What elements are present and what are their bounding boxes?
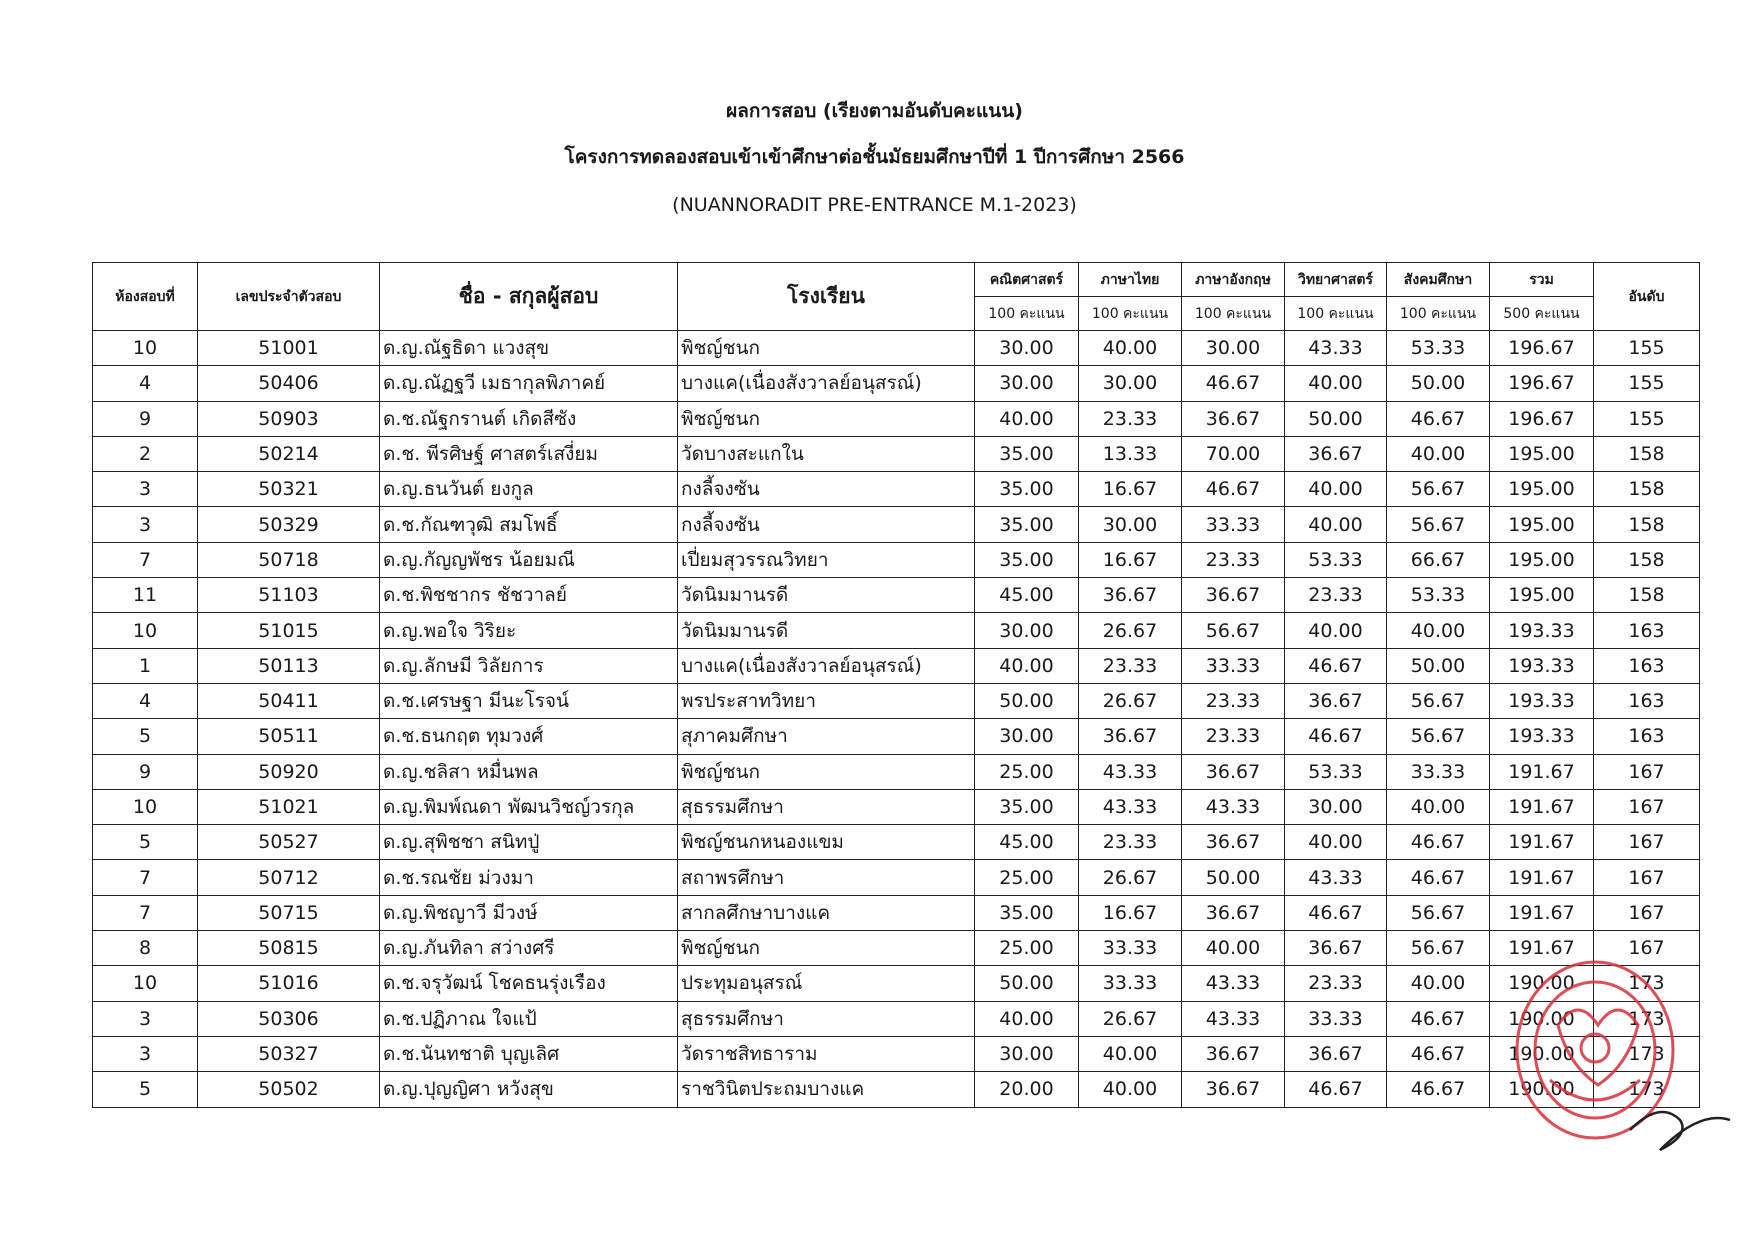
cell-english: 56.67	[1182, 613, 1285, 648]
cell-total: 195.00	[1490, 578, 1594, 613]
header-social: สังคมศึกษา	[1387, 263, 1490, 297]
cell-name: ด.ช.ณัฐกรานต์ เกิดสีซัง	[380, 401, 678, 436]
cell-total: 196.67	[1490, 331, 1594, 366]
cell-rank: 155	[1594, 331, 1700, 366]
cell-name: ด.ญ.พิมพ์ณดา พัฒนวิชญ์วรกุล	[380, 789, 678, 824]
cell-rank: 163	[1594, 719, 1700, 754]
cell-math: 35.00	[975, 436, 1079, 471]
cell-school: พิชญ์ชนกหนองแขม	[678, 825, 975, 860]
cell-room: 2	[93, 436, 198, 471]
cell-math: 30.00	[975, 366, 1079, 401]
cell-science: 46.67	[1285, 895, 1387, 930]
cell-science: 36.67	[1285, 683, 1387, 718]
cell-thai: 26.67	[1079, 683, 1182, 718]
cell-science: 40.00	[1285, 366, 1387, 401]
cell-name: ด.ช. พีรศิษฐ์ ศาสตร์เสงี่ยม	[380, 436, 678, 471]
table-row	[93, 789, 1700, 824]
cell-social: 56.67	[1387, 683, 1490, 718]
cell-english: 70.00	[1182, 436, 1285, 471]
cell-school: วัดบางสะแกใน	[678, 436, 975, 471]
cell-thai: 30.00	[1079, 507, 1182, 542]
cell-rank: 167	[1594, 789, 1700, 824]
cell-science: 36.67	[1285, 931, 1387, 966]
cell-math: 25.00	[975, 754, 1079, 789]
cell-name: ด.ช.พิชชากร ชัชวาลย์	[380, 578, 678, 613]
cell-school: ราชวินิตประถมบางแค	[678, 1072, 975, 1107]
cell-school: พิชญ์ชนก	[678, 931, 975, 966]
cell-room: 10	[93, 966, 198, 1001]
cell-room: 11	[93, 578, 198, 613]
cell-id: 50214	[198, 436, 380, 471]
header-room: ห้องสอบที่	[93, 263, 198, 331]
cell-id: 50815	[198, 931, 380, 966]
cell-social: 40.00	[1387, 436, 1490, 471]
cell-math: 40.00	[975, 401, 1079, 436]
cell-room: 1	[93, 648, 198, 683]
cell-room: 7	[93, 860, 198, 895]
cell-social: 56.67	[1387, 931, 1490, 966]
cell-school: วัดนิมมานรดี	[678, 613, 975, 648]
cell-id: 50306	[198, 1001, 380, 1036]
cell-total: 196.67	[1490, 366, 1594, 401]
cell-room: 7	[93, 895, 198, 930]
cell-math: 30.00	[975, 719, 1079, 754]
cell-name: ด.ช.จรุวัฒน์ โชคธนรุ่งเรือง	[380, 966, 678, 1001]
cell-id: 50411	[198, 683, 380, 718]
cell-total: 191.67	[1490, 895, 1594, 930]
cell-id: 50920	[198, 754, 380, 789]
cell-english: 50.00	[1182, 860, 1285, 895]
cell-science: 43.33	[1285, 860, 1387, 895]
cell-social: 40.00	[1387, 789, 1490, 824]
cell-rank: 155	[1594, 401, 1700, 436]
cell-math: 50.00	[975, 683, 1079, 718]
cell-thai: 13.33	[1079, 436, 1182, 471]
cell-social: 56.67	[1387, 895, 1490, 930]
cell-room: 3	[93, 472, 198, 507]
cell-rank: 167	[1594, 754, 1700, 789]
cell-school: เปี่ยมสุวรรณวิทยา	[678, 542, 975, 577]
table-row	[93, 1001, 1700, 1036]
cell-science: 46.67	[1285, 1072, 1387, 1107]
cell-total: 190.00	[1490, 966, 1594, 1001]
cell-total: 191.67	[1490, 754, 1594, 789]
cell-math: 40.00	[975, 1001, 1079, 1036]
cell-school: สถาพรศึกษา	[678, 860, 975, 895]
header-id: เลขประจำตัวสอบ	[198, 263, 380, 331]
cell-social: 46.67	[1387, 401, 1490, 436]
cell-id: 50406	[198, 366, 380, 401]
unit-english: 100 คะแนน	[1182, 297, 1285, 331]
cell-total: 193.33	[1490, 648, 1594, 683]
cell-thai: 23.33	[1079, 401, 1182, 436]
cell-id: 50511	[198, 719, 380, 754]
cell-school: สุภาคมศึกษา	[678, 719, 975, 754]
header-name: ชื่อ - สกุลผู้สอบ	[380, 263, 678, 331]
cell-thai: 36.67	[1079, 719, 1182, 754]
cell-rank: 173	[1594, 1072, 1700, 1107]
cell-school: บางแค(เนื่องสังวาลย์อนุสรณ์)	[678, 366, 975, 401]
cell-total: 193.33	[1490, 613, 1594, 648]
cell-total: 195.00	[1490, 542, 1594, 577]
signature-mark	[1630, 1112, 1730, 1150]
cell-room: 3	[93, 507, 198, 542]
cell-room: 9	[93, 754, 198, 789]
cell-total: 196.67	[1490, 401, 1594, 436]
cell-social: 46.67	[1387, 1072, 1490, 1107]
cell-math: 20.00	[975, 1072, 1079, 1107]
header-school: โรงเรียน	[678, 263, 975, 331]
cell-science: 43.33	[1285, 331, 1387, 366]
cell-english: 36.67	[1182, 754, 1285, 789]
cell-social: 46.67	[1387, 1036, 1490, 1071]
cell-english: 43.33	[1182, 1001, 1285, 1036]
cell-math: 40.00	[975, 648, 1079, 683]
cell-room: 5	[93, 719, 198, 754]
cell-rank: 167	[1594, 895, 1700, 930]
table-row	[93, 1072, 1700, 1107]
cell-rank: 158	[1594, 542, 1700, 577]
cell-thai: 23.33	[1079, 648, 1182, 683]
cell-english: 36.67	[1182, 1072, 1285, 1107]
unit-math: 100 คะแนน	[975, 297, 1079, 331]
cell-thai: 16.67	[1079, 542, 1182, 577]
cell-thai: 43.33	[1079, 789, 1182, 824]
cell-science: 40.00	[1285, 825, 1387, 860]
cell-social: 40.00	[1387, 613, 1490, 648]
cell-science: 40.00	[1285, 472, 1387, 507]
cell-math: 35.00	[975, 507, 1079, 542]
cell-social: 50.00	[1387, 648, 1490, 683]
header-rank: อันดับ	[1594, 263, 1700, 331]
cell-rank: 167	[1594, 931, 1700, 966]
cell-english: 36.67	[1182, 895, 1285, 930]
table-body	[93, 331, 1700, 1108]
cell-room: 8	[93, 931, 198, 966]
cell-school: พิชญ์ชนก	[678, 331, 975, 366]
cell-social: 33.33	[1387, 754, 1490, 789]
cell-name: ด.ช.กัณฑวุฒิ สมโพธิ์	[380, 507, 678, 542]
cell-rank: 163	[1594, 683, 1700, 718]
cell-english: 23.33	[1182, 683, 1285, 718]
cell-name: ด.ญ.ลักษมี วิลัยการ	[380, 648, 678, 683]
cell-english: 33.33	[1182, 507, 1285, 542]
results-table	[92, 262, 1700, 1108]
cell-school: ประทุมอนุสรณ์	[678, 966, 975, 1001]
cell-thai: 16.67	[1079, 472, 1182, 507]
cell-social: 53.33	[1387, 578, 1490, 613]
cell-total: 195.00	[1490, 472, 1594, 507]
cell-name: ด.ญ.ธนวันต์ ยงกูล	[380, 472, 678, 507]
cell-math: 35.00	[975, 472, 1079, 507]
cell-rank: 155	[1594, 366, 1700, 401]
cell-social: 56.67	[1387, 719, 1490, 754]
cell-school: กงลี้จงซัน	[678, 472, 975, 507]
table-row	[93, 895, 1700, 930]
cell-rank: 167	[1594, 860, 1700, 895]
cell-thai: 16.67	[1079, 895, 1182, 930]
cell-name: ด.ญ.พิชญาวี มีวงษ์	[380, 895, 678, 930]
cell-id: 51021	[198, 789, 380, 824]
cell-english: 23.33	[1182, 719, 1285, 754]
cell-thai: 33.33	[1079, 966, 1182, 1001]
cell-total: 191.67	[1490, 789, 1594, 824]
cell-school: พิชญ์ชนก	[678, 754, 975, 789]
cell-rank: 158	[1594, 472, 1700, 507]
unit-total: 500 คะแนน	[1490, 297, 1594, 331]
cell-total: 193.33	[1490, 719, 1594, 754]
table-row	[93, 754, 1700, 789]
cell-math: 35.00	[975, 789, 1079, 824]
table-row	[93, 578, 1700, 613]
cell-total: 195.00	[1490, 507, 1594, 542]
cell-social: 56.67	[1387, 472, 1490, 507]
cell-social: 46.67	[1387, 1001, 1490, 1036]
cell-room: 5	[93, 825, 198, 860]
cell-thai: 43.33	[1079, 754, 1182, 789]
cell-math: 45.00	[975, 825, 1079, 860]
heading-english: (NUANNORADIT PRE-ENTRANCE M.1-2023)	[672, 194, 1077, 216]
cell-room: 9	[93, 401, 198, 436]
cell-name: ด.ญ.ณัฏฐวี เมธากุลพิภาคย์	[380, 366, 678, 401]
header-total: รวม	[1490, 263, 1594, 297]
table-row	[93, 931, 1700, 966]
table-row	[93, 331, 1700, 366]
cell-rank: 167	[1594, 825, 1700, 860]
table-row	[93, 683, 1700, 718]
table-row	[93, 542, 1700, 577]
header-english: ภาษาอังกฤษ	[1182, 263, 1285, 297]
cell-rank: 173	[1594, 1001, 1700, 1036]
cell-name: ด.ญ.ภันทิลา สว่างศรี	[380, 931, 678, 966]
cell-thai: 40.00	[1079, 1036, 1182, 1071]
cell-english: 46.67	[1182, 472, 1285, 507]
cell-science: 53.33	[1285, 754, 1387, 789]
cell-total: 191.67	[1490, 860, 1594, 895]
cell-science: 53.33	[1285, 542, 1387, 577]
cell-room: 4	[93, 683, 198, 718]
cell-english: 43.33	[1182, 966, 1285, 1001]
cell-total: 190.00	[1490, 1001, 1594, 1036]
cell-english: 33.33	[1182, 648, 1285, 683]
cell-room: 10	[93, 613, 198, 648]
table-row	[93, 1036, 1700, 1071]
cell-id: 50502	[198, 1072, 380, 1107]
cell-rank: 173	[1594, 1036, 1700, 1071]
cell-math: 50.00	[975, 966, 1079, 1001]
cell-name: ด.ญ.ปุญญิศา หวังสุข	[380, 1072, 678, 1107]
cell-id: 50903	[198, 401, 380, 436]
cell-name: ด.ญ.ชลิสา หมื่นพล	[380, 754, 678, 789]
cell-social: 46.67	[1387, 860, 1490, 895]
heading-title: ผลการสอบ (เรียงตามอันดับคะแนน)	[726, 100, 1023, 122]
cell-english: 36.67	[1182, 825, 1285, 860]
cell-thai: 40.00	[1079, 1072, 1182, 1107]
cell-english: 40.00	[1182, 931, 1285, 966]
cell-id: 50715	[198, 895, 380, 930]
cell-room: 3	[93, 1001, 198, 1036]
cell-rank: 158	[1594, 578, 1700, 613]
cell-school: วัดราชสิทธาราม	[678, 1036, 975, 1071]
cell-name: ด.ช.ปฏิภาณ ใจแป้	[380, 1001, 678, 1036]
cell-room: 5	[93, 1072, 198, 1107]
cell-school: สุธรรมศึกษา	[678, 1001, 975, 1036]
cell-math: 25.00	[975, 931, 1079, 966]
cell-english: 36.67	[1182, 1036, 1285, 1071]
cell-id: 51103	[198, 578, 380, 613]
cell-science: 50.00	[1285, 401, 1387, 436]
table-row	[93, 436, 1700, 471]
cell-name: ด.ญ.พอใจ วิริยะ	[380, 613, 678, 648]
unit-thai: 100 คะแนน	[1079, 297, 1182, 331]
heading-project: โครงการทดลองสอบเข้าเข้าศึกษาต่อชั้นมัธยมศึกษาปีที่ 1 ปีการศึกษา 2566	[564, 146, 1185, 168]
cell-total: 190.00	[1490, 1072, 1594, 1107]
cell-total: 191.67	[1490, 825, 1594, 860]
cell-english: 23.33	[1182, 542, 1285, 577]
unit-social: 100 คะแนน	[1387, 297, 1490, 331]
cell-social: 46.67	[1387, 825, 1490, 860]
table-row	[93, 648, 1700, 683]
table-row	[93, 472, 1700, 507]
cell-name: ด.ญ.ณัฐธิดา แวงสุข	[380, 331, 678, 366]
cell-room: 4	[93, 366, 198, 401]
school-seal-stamp	[1480, 930, 1740, 1230]
table-row	[93, 401, 1700, 436]
cell-room: 7	[93, 542, 198, 577]
cell-english: 43.33	[1182, 789, 1285, 824]
table-row	[93, 507, 1700, 542]
cell-school: สากลศึกษาบางแค	[678, 895, 975, 930]
cell-id: 51016	[198, 966, 380, 1001]
table-header	[93, 263, 1700, 331]
cell-id: 50113	[198, 648, 380, 683]
cell-science: 23.33	[1285, 966, 1387, 1001]
cell-rank: 173	[1594, 966, 1700, 1001]
cell-school: วัดนิมมานรดี	[678, 578, 975, 613]
cell-thai: 33.33	[1079, 931, 1182, 966]
cell-science: 46.67	[1285, 719, 1387, 754]
cell-school: สุธรรมศึกษา	[678, 789, 975, 824]
cell-id: 50327	[198, 1036, 380, 1071]
cell-rank: 158	[1594, 436, 1700, 471]
cell-id: 50321	[198, 472, 380, 507]
cell-id: 51015	[198, 613, 380, 648]
cell-english: 36.67	[1182, 578, 1285, 613]
cell-thai: 26.67	[1079, 613, 1182, 648]
cell-name: ด.ญ.สุพิชชา สนิทปู่	[380, 825, 678, 860]
table-row	[93, 613, 1700, 648]
cell-thai: 26.67	[1079, 860, 1182, 895]
table-row	[93, 719, 1700, 754]
cell-english: 46.67	[1182, 366, 1285, 401]
cell-rank: 163	[1594, 648, 1700, 683]
cell-thai: 23.33	[1079, 825, 1182, 860]
cell-english: 30.00	[1182, 331, 1285, 366]
cell-room: 3	[93, 1036, 198, 1071]
table-row	[93, 966, 1700, 1001]
cell-total: 195.00	[1490, 436, 1594, 471]
cell-rank: 163	[1594, 613, 1700, 648]
table-row	[93, 825, 1700, 860]
cell-science: 46.67	[1285, 648, 1387, 683]
cell-id: 50329	[198, 507, 380, 542]
cell-name: ด.ช.เศรษฐา มีนะโรจน์	[380, 683, 678, 718]
cell-id: 50718	[198, 542, 380, 577]
cell-social: 40.00	[1387, 966, 1490, 1001]
cell-name: ด.ญ.กัญญพัชร น้อยมณี	[380, 542, 678, 577]
header-math: คณิตศาสตร์	[975, 263, 1079, 297]
cell-social: 56.67	[1387, 507, 1490, 542]
cell-rank: 158	[1594, 507, 1700, 542]
cell-name: ด.ช.ธนกฤต ทุมวงศ์	[380, 719, 678, 754]
cell-thai: 26.67	[1079, 1001, 1182, 1036]
cell-thai: 40.00	[1079, 331, 1182, 366]
cell-math: 30.00	[975, 331, 1079, 366]
cell-name: ด.ช.นันทชาติ บุญเลิศ	[380, 1036, 678, 1071]
cell-social: 50.00	[1387, 366, 1490, 401]
cell-school: พรประสาทวิทยา	[678, 683, 975, 718]
header-thai: ภาษาไทย	[1079, 263, 1182, 297]
cell-total: 190.00	[1490, 1036, 1594, 1071]
cell-name: ด.ช.รณชัย ม่วงมา	[380, 860, 678, 895]
cell-id: 51001	[198, 331, 380, 366]
cell-science: 40.00	[1285, 613, 1387, 648]
cell-thai: 36.67	[1079, 578, 1182, 613]
header-science: วิทยาศาสตร์	[1285, 263, 1387, 297]
cell-room: 10	[93, 789, 198, 824]
cell-science: 40.00	[1285, 507, 1387, 542]
cell-total: 193.33	[1490, 683, 1594, 718]
cell-math: 45.00	[975, 578, 1079, 613]
cell-math: 25.00	[975, 860, 1079, 895]
cell-science: 36.67	[1285, 1036, 1387, 1071]
cell-social: 66.67	[1387, 542, 1490, 577]
cell-social: 53.33	[1387, 331, 1490, 366]
cell-science: 33.33	[1285, 1001, 1387, 1036]
table-row	[93, 366, 1700, 401]
cell-id: 50712	[198, 860, 380, 895]
cell-id: 50527	[198, 825, 380, 860]
cell-math: 30.00	[975, 613, 1079, 648]
cell-math: 35.00	[975, 542, 1079, 577]
cell-science: 30.00	[1285, 789, 1387, 824]
cell-english: 36.67	[1182, 401, 1285, 436]
cell-school: พิชญ์ชนก	[678, 401, 975, 436]
cell-room: 10	[93, 331, 198, 366]
table-row	[93, 860, 1700, 895]
unit-science: 100 คะแนน	[1285, 297, 1387, 331]
cell-thai: 30.00	[1079, 366, 1182, 401]
cell-science: 23.33	[1285, 578, 1387, 613]
cell-total: 191.67	[1490, 931, 1594, 966]
cell-school: กงลี้จงซัน	[678, 507, 975, 542]
cell-math: 35.00	[975, 895, 1079, 930]
cell-science: 36.67	[1285, 436, 1387, 471]
cell-school: บางแค(เนื่องสังวาลย์อนุสรณ์)	[678, 648, 975, 683]
cell-math: 30.00	[975, 1036, 1079, 1071]
